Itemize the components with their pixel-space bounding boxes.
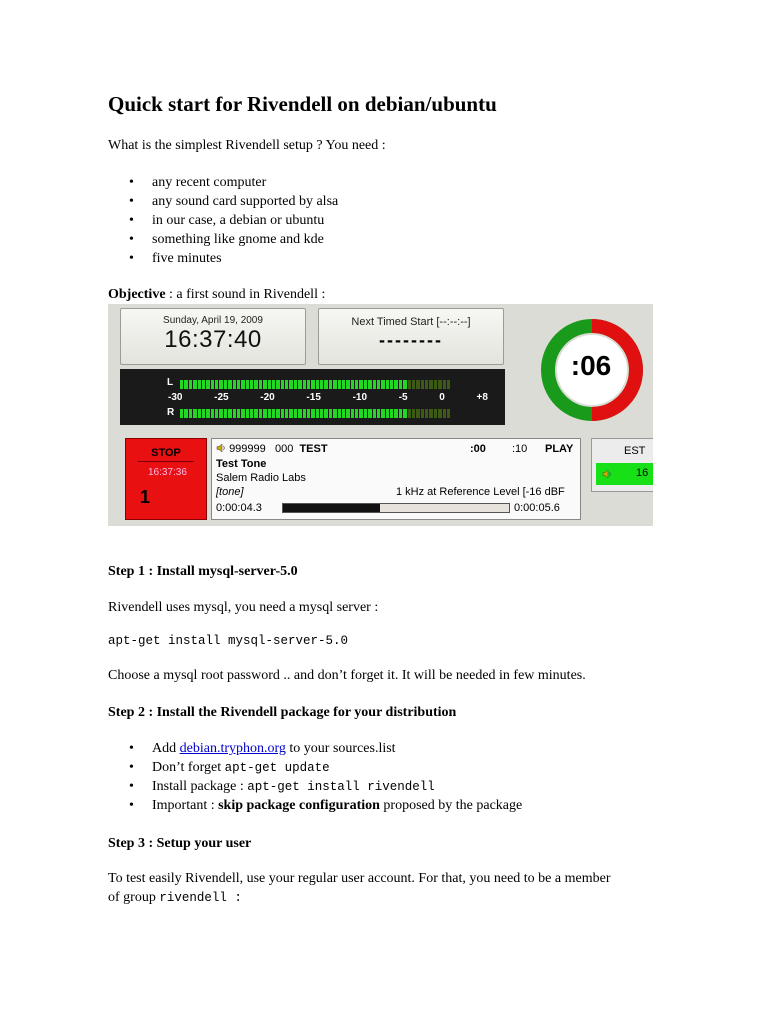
meter-segment [285, 409, 288, 418]
meter-segment [333, 380, 336, 389]
meter-segment [416, 380, 419, 389]
meter-segment [268, 380, 271, 389]
meter-segment [241, 409, 244, 418]
meter-segment [346, 380, 349, 389]
objective-text: : a first sound in Rivendell : [165, 287, 326, 302]
elapsed-time: 0:00:04.3 [216, 502, 262, 514]
meter-segment [316, 409, 319, 418]
meter-segment [316, 380, 319, 389]
meter-segment [263, 380, 266, 389]
meter-segment [211, 409, 214, 418]
objective-label: Objective [108, 287, 166, 302]
meter-segment [184, 380, 187, 389]
debian-tryphon-link[interactable]: debian.tryphon.org [179, 741, 286, 756]
meter-segment [368, 380, 371, 389]
meter-segment [355, 409, 358, 418]
step2-list [108, 739, 522, 815]
list-item [108, 739, 522, 758]
meter-segment [447, 380, 450, 389]
meter-segment [364, 409, 367, 418]
meter-segment [202, 380, 205, 389]
meter-segment [198, 380, 201, 389]
speaker-icon [602, 469, 612, 479]
meter-segment [403, 409, 406, 418]
list-item: • something like gnome and kde [108, 230, 338, 249]
clock-date: Sunday, April 19, 2009 [163, 315, 263, 326]
meter-segment [180, 409, 183, 418]
meter-segment [303, 380, 306, 389]
speaker-icon [216, 443, 226, 453]
countdown-value: :06 [570, 350, 612, 381]
meter-tick: -20 [260, 392, 275, 403]
meter-tick: -5 [398, 392, 408, 403]
meter-segment [403, 380, 406, 389]
meter-segment [408, 380, 411, 389]
meter-segment [443, 380, 446, 389]
meter-segment [311, 380, 314, 389]
meter-segment [438, 409, 441, 418]
meter-tick: -10 [352, 392, 368, 403]
cart-time-b: :10 [512, 443, 528, 455]
cart-state: PLAY [545, 443, 574, 455]
meter-segment [359, 409, 362, 418]
objective-line [108, 286, 325, 304]
step3-heading: Step 3 : Setup your user [108, 836, 252, 851]
meter-segment [268, 409, 271, 418]
list-item: • any recent computer [108, 173, 338, 192]
side-row [596, 463, 653, 485]
next-timed-start-label: Next Timed Start [--:--:--] [351, 316, 471, 328]
meter-segment [429, 409, 432, 418]
item-bold: skip package configuration [218, 798, 380, 813]
meter-segment [276, 380, 279, 389]
meter-segment [373, 409, 376, 418]
meter-segment [434, 409, 437, 418]
meter-segment [342, 380, 345, 389]
item-code: rivendell : [159, 891, 242, 905]
meter-scale [168, 392, 488, 403]
play-progress-fill [283, 504, 380, 512]
meter-segment [416, 409, 419, 418]
meter-segment [259, 409, 262, 418]
meter-segment [219, 380, 222, 389]
meter-segment [351, 380, 354, 389]
meter-right-label: R [167, 407, 175, 418]
meter-tick: -30 [168, 392, 183, 403]
meter-segment [289, 380, 292, 389]
meter-segment [368, 409, 371, 418]
meter-segment [399, 380, 402, 389]
cart-title: Test Tone [216, 458, 267, 470]
meter-left-bar [180, 380, 450, 389]
meter-segment [329, 409, 332, 418]
item-text: Add [152, 741, 180, 756]
side-header: EST [624, 445, 646, 457]
meter-segment [281, 380, 284, 389]
side-value: 16 [636, 467, 649, 479]
meter-segment [254, 380, 257, 389]
meter-segment [390, 409, 393, 418]
meter-tick: -15 [306, 392, 321, 403]
meter-segment [373, 380, 376, 389]
meter-segment [246, 409, 249, 418]
next-timed-start-panel [318, 308, 504, 365]
meter-segment [311, 409, 314, 418]
meter-segment [377, 409, 380, 418]
meter-segment [346, 409, 349, 418]
meter-segment [259, 380, 262, 389]
meter-segment [329, 380, 332, 389]
meter-segment [281, 409, 284, 418]
meter-segment [390, 380, 393, 389]
intro-text: What is the simplest Rivendell setup ? You need : [108, 138, 386, 153]
item-text: Don’t forget [152, 760, 225, 775]
meter-segment [399, 409, 402, 418]
meter-segment [355, 380, 358, 389]
meter-segment [425, 380, 428, 389]
meter-segment [298, 380, 301, 389]
meter-segment [394, 409, 397, 418]
meter-segment [342, 409, 345, 418]
stop-button[interactable] [125, 438, 207, 520]
item-code: apt-get update [224, 761, 330, 775]
meter-segment [425, 409, 428, 418]
meter-segment [447, 409, 450, 418]
meter-segment [324, 409, 327, 418]
meter-segment [421, 409, 424, 418]
meter-segment [193, 409, 196, 418]
meter-segment [228, 409, 231, 418]
item-text: proposed by the package [379, 798, 523, 813]
meter-segment [219, 409, 222, 418]
meter-segment [408, 409, 411, 418]
meter-segment [298, 409, 301, 418]
meter-segment [246, 380, 249, 389]
meter-segment [237, 380, 240, 389]
meter-segment [294, 409, 297, 418]
meter-segment [276, 409, 279, 418]
meter-segment [324, 380, 327, 389]
requirements-list [108, 173, 338, 268]
meter-segment [333, 409, 336, 418]
step1-text: Rivendell uses mysql, you need a mysql server : [108, 600, 379, 615]
meter-segment [233, 409, 236, 418]
meter-segment [272, 380, 275, 389]
meter-segment [193, 380, 196, 389]
step1-note: Choose a mysql root password .. and don’t forget it. It will be needed in few minutes. [108, 668, 586, 683]
meter-tick: 0 [439, 392, 445, 403]
clock-panel [120, 308, 306, 365]
meter-segment [228, 380, 231, 389]
meter-segment [394, 380, 397, 389]
meter-segment [386, 380, 389, 389]
rivendell-screenshot [108, 304, 653, 526]
item-text: of group [108, 890, 160, 905]
meter-segment [381, 380, 384, 389]
meter-segment [294, 380, 297, 389]
meter-segment [434, 380, 437, 389]
meter-tick: +8 [476, 392, 488, 403]
meter-segment [359, 380, 362, 389]
meter-segment [412, 380, 415, 389]
meter-segment [351, 409, 354, 418]
page-title: Quick start for Rivendell on debian/ubuntu [108, 92, 497, 116]
remaining-time: 0:00:05.6 [514, 502, 560, 514]
cart-tag: [tone] [216, 486, 244, 498]
step2-heading: Step 2 : Install the Rivendell package for your distribution [108, 705, 457, 720]
meter-segment [224, 380, 227, 389]
cart-header [216, 443, 328, 455]
meter-segment [211, 380, 214, 389]
cart-number: 999999 [229, 443, 266, 455]
meter-segment [180, 380, 183, 389]
meter-segment [338, 380, 341, 389]
step3-line2 [108, 889, 242, 907]
step3-line1: To test easily Rivendell, use your regular user account. For that, you need to be a member [108, 871, 611, 886]
cart-description: 1 kHz at Reference Level [-16 dBF [396, 486, 565, 498]
list-item [108, 758, 522, 777]
meter-segment [263, 409, 266, 418]
meter-segment [189, 380, 192, 389]
cart-group: TEST [299, 443, 328, 455]
meter-segment [254, 409, 257, 418]
meter-segment [438, 380, 441, 389]
meter-segment [206, 409, 209, 418]
next-timed-start-value: -------- [379, 330, 443, 350]
item-text: to your sources.list [285, 741, 396, 756]
meter-segment [338, 409, 341, 418]
item-text: Important : [152, 798, 219, 813]
meter-segment [250, 380, 253, 389]
meter-segment [412, 409, 415, 418]
meter-tick: -25 [214, 392, 229, 403]
meter-segment [320, 380, 323, 389]
meter-segment [189, 409, 192, 418]
meter-segment [215, 409, 218, 418]
meter-segment [443, 409, 446, 418]
meter-segment [272, 409, 275, 418]
meter-segment [241, 380, 244, 389]
cart-artist: Salem Radio Labs [216, 472, 306, 484]
meter-segment [285, 380, 288, 389]
meter-segment [421, 380, 424, 389]
stop-time: 16:37:36 [148, 467, 187, 478]
item-text: Install package : [152, 779, 248, 794]
item-code: apt-get install rivendell [247, 780, 435, 794]
meter-segment [233, 380, 236, 389]
meter-segment [198, 409, 201, 418]
meter-segment [307, 380, 310, 389]
meter-segment [377, 380, 380, 389]
clock-time: 16:37:40 [164, 326, 262, 353]
cart-panel[interactable] [211, 438, 581, 520]
cart-time-a: :00 [470, 443, 486, 455]
meter-segment [215, 380, 218, 389]
audio-meter [120, 369, 505, 425]
stop-number: 1 [140, 487, 151, 507]
meter-left-label: L [167, 377, 174, 388]
meter-segment [320, 409, 323, 418]
list-item: • five minutes [108, 249, 338, 268]
meter-segment [381, 409, 384, 418]
stop-label: STOP [138, 447, 194, 462]
list-item [108, 796, 522, 815]
meter-segment [202, 409, 205, 418]
meter-segment [364, 380, 367, 389]
meter-right-bar [180, 409, 450, 418]
step1-code: apt-get install mysql-server-5.0 [108, 634, 349, 648]
step1-heading: Step 1 : Install mysql-server-5.0 [108, 564, 298, 579]
meter-segment [386, 409, 389, 418]
meter-segment [184, 409, 187, 418]
side-panel [591, 438, 653, 492]
meter-segment [224, 409, 227, 418]
meter-segment [250, 409, 253, 418]
play-progress-bar [282, 503, 510, 513]
meter-segment [307, 409, 310, 418]
meter-segment [237, 409, 240, 418]
meter-segment [303, 409, 306, 418]
list-item [108, 777, 522, 796]
meter-segment [206, 380, 209, 389]
cart-code: 000 [274, 443, 294, 455]
meter-segment [289, 409, 292, 418]
meter-segment [429, 380, 432, 389]
list-item: • any sound card supported by alsa [108, 192, 338, 211]
list-item: • in our case, a debian or ubuntu [108, 211, 338, 230]
